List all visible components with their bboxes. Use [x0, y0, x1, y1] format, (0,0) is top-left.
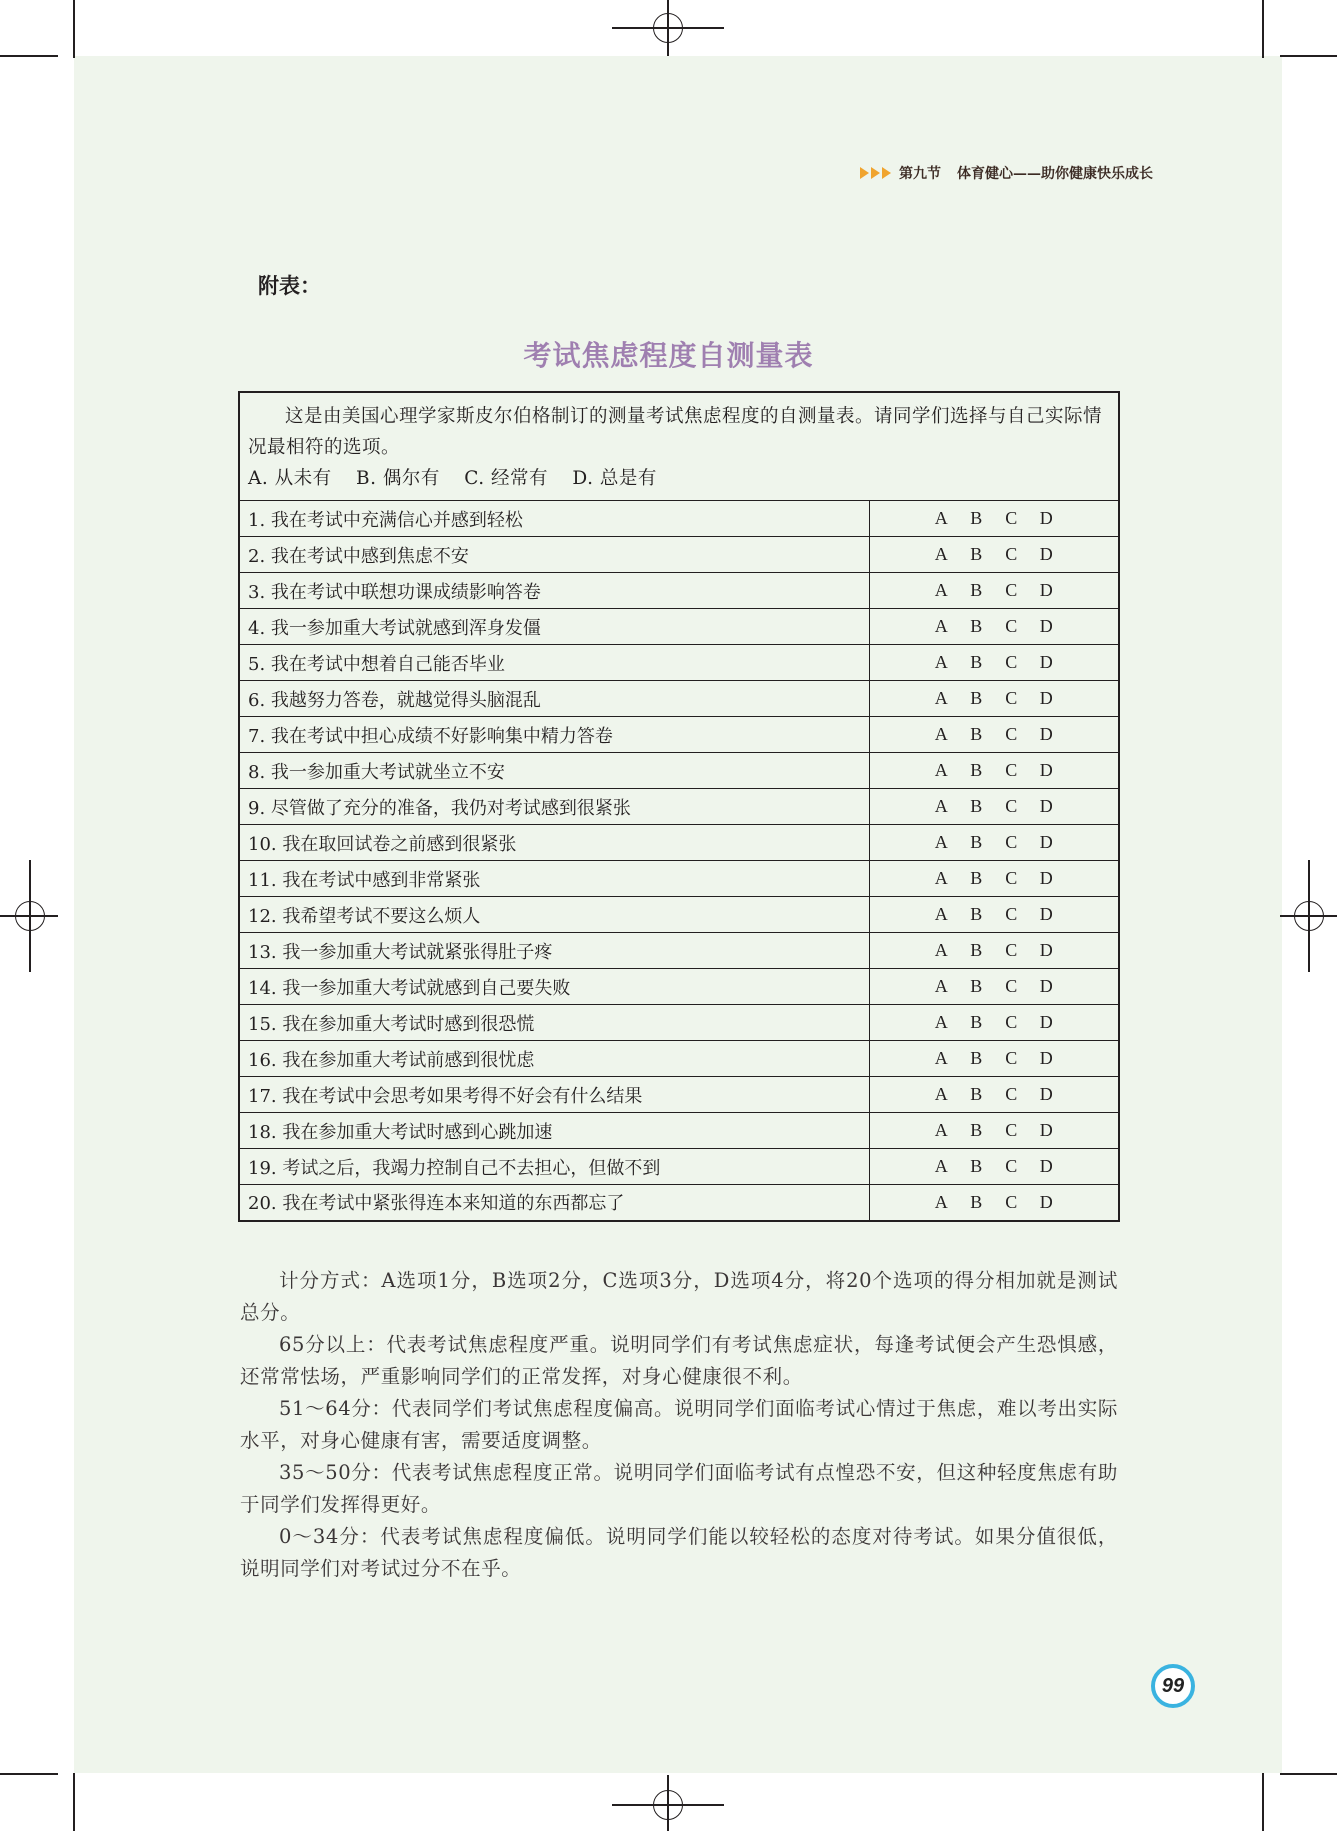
question-text: 2. 我在考试中感到焦虑不安 — [239, 537, 869, 573]
choice-b: B — [970, 1120, 983, 1140]
choice-c: C — [1005, 580, 1018, 600]
choice-c: C — [1005, 832, 1018, 852]
scoring-paragraph: 计分方式：A选项1分，B选项2分，C选项3分，D选项4分，将20个选项的得分相加就是测试总分。 — [240, 1269, 1118, 1324]
question-text: 9. 尽管做了充分的准备，我仍对考试感到很紧张 — [239, 789, 869, 825]
choice-b: B — [970, 760, 983, 780]
answer-choices — [869, 861, 1119, 897]
choice-b: B — [970, 544, 983, 564]
choice-b: B — [970, 688, 983, 708]
crop-mark — [1262, 1773, 1264, 1831]
choice-d: D — [1039, 1012, 1053, 1032]
choice-d: D — [1039, 508, 1053, 528]
crop-mark — [1280, 55, 1337, 57]
table-row — [239, 717, 1119, 753]
crop-mark — [0, 55, 58, 57]
scoring-paragraph: 35～50分：代表考试焦虑程度正常。说明同学们面临考试有点惶恐不安，但这种轻度焦虑有助于同学们发挥得更好。 — [240, 1461, 1118, 1516]
registration-circle — [1294, 901, 1324, 931]
answer-choices — [869, 573, 1119, 609]
choice-c: C — [1005, 760, 1018, 780]
question-text: 20. 我在考试中紧张得连本来知道的东西都忘了 — [239, 1185, 869, 1221]
triple-arrow-icon — [860, 167, 893, 179]
header-section: 第九节 — [899, 166, 941, 182]
question-text: 17. 我在考试中会思考如果考得不好会有什么结果 — [239, 1077, 869, 1113]
question-text: 12. 我希望考试不要这么烦人 — [239, 897, 869, 933]
choice-a: A — [934, 760, 948, 780]
question-text: 18. 我在参加重大考试时感到心跳加速 — [239, 1113, 869, 1149]
registration-circle — [653, 1790, 683, 1820]
choice-a: A — [934, 652, 948, 672]
choice-d: D — [1039, 544, 1053, 564]
answer-choices — [869, 645, 1119, 681]
choice-b: B — [970, 796, 983, 816]
choice-a: A — [934, 1156, 948, 1176]
choice-b: B — [970, 1156, 983, 1176]
choice-b: B — [970, 652, 983, 672]
answer-choices — [869, 1005, 1119, 1041]
table-title: 考试焦虑程度自测量表 — [523, 339, 814, 372]
choice-c: C — [1005, 976, 1018, 996]
choice-a: A — [934, 688, 948, 708]
choice-d: D — [1039, 1048, 1053, 1068]
question-text: 10. 我在取回试卷之前感到很紧张 — [239, 825, 869, 861]
table-row — [239, 573, 1119, 609]
scoring-paragraph: 51～64分：代表同学们考试焦虑程度偏高。说明同学们面临考试心情过于焦虑，难以考出实际水平，对身心健康有害，需要适度调整。 — [240, 1397, 1118, 1452]
question-text: 11. 我在考试中感到非常紧张 — [239, 861, 869, 897]
choice-c: C — [1005, 1120, 1018, 1140]
answer-choices — [869, 1077, 1119, 1113]
choice-a: A — [934, 1120, 948, 1140]
choice-b: B — [970, 1012, 983, 1032]
table-row — [239, 933, 1119, 969]
scoring-paragraph: 0～34分：代表考试焦虑程度偏低。说明同学们能以较轻松的态度对待考试。如果分值很低，说明同学们对考试过分不在乎。 — [240, 1525, 1118, 1580]
choice-d: D — [1039, 760, 1053, 780]
choice-a: A — [934, 868, 948, 888]
scoring-paragraph: 65分以上：代表考试焦虑程度严重。说明同学们有考试焦虑症状，每逢考试便会产生恐惧感，还常常怯场，严重影响同学们的正常发挥，对身心健康很不利。 — [240, 1333, 1118, 1388]
answer-choices — [869, 933, 1119, 969]
choice-d: D — [1039, 832, 1053, 852]
self-test-table — [238, 391, 1120, 1222]
choice-d: D — [1039, 652, 1053, 672]
choice-c: C — [1005, 724, 1018, 744]
table-row — [239, 609, 1119, 645]
choice-c: C — [1005, 1191, 1018, 1212]
choice-b: B — [970, 868, 983, 888]
choice-b: B — [970, 508, 983, 528]
question-text: 7. 我在考试中担心成绩不好影响集中精力答卷 — [239, 717, 869, 753]
choice-b: B — [970, 976, 983, 996]
table-row — [239, 501, 1119, 537]
table-row — [239, 645, 1119, 681]
choice-a: A — [934, 1084, 948, 1104]
crop-mark — [0, 1773, 58, 1775]
choice-a: A — [934, 796, 948, 816]
choice-d: D — [1039, 1084, 1053, 1104]
table-row — [239, 753, 1119, 789]
question-text: 1. 我在考试中充满信心并感到轻松 — [239, 501, 869, 537]
question-text: 8. 我一参加重大考试就坐立不安 — [239, 753, 869, 789]
choice-b: B — [970, 940, 983, 960]
choice-b: B — [970, 904, 983, 924]
scoring-section — [240, 1265, 1118, 1585]
question-text: 13. 我一参加重大考试就紧张得肚子疼 — [239, 933, 869, 969]
choice-d: D — [1039, 904, 1053, 924]
table-row — [239, 1149, 1119, 1185]
answer-choices — [869, 609, 1119, 645]
answer-choices — [869, 1041, 1119, 1077]
answer-choices — [869, 1149, 1119, 1185]
table-row — [239, 789, 1119, 825]
answer-choices — [869, 753, 1119, 789]
choice-a: A — [934, 616, 948, 636]
choice-a: A — [934, 976, 948, 996]
choice-c: C — [1005, 508, 1018, 528]
choice-c: C — [1005, 652, 1018, 672]
crop-mark — [73, 1773, 75, 1831]
running-header — [860, 162, 1160, 184]
choice-b: B — [970, 1084, 983, 1104]
table-row — [239, 1113, 1119, 1149]
answer-choices — [869, 681, 1119, 717]
choice-d: D — [1039, 940, 1053, 960]
choice-a: A — [934, 832, 948, 852]
answer-choices — [869, 1185, 1119, 1221]
crop-mark — [73, 0, 75, 58]
choice-a: A — [934, 904, 948, 924]
choice-c: C — [1005, 616, 1018, 636]
table-row — [239, 861, 1119, 897]
answer-choices — [869, 1113, 1119, 1149]
choice-a: A — [934, 508, 948, 528]
table-row — [239, 1005, 1119, 1041]
choice-d: D — [1039, 1120, 1053, 1140]
table-row — [239, 825, 1119, 861]
table-row — [239, 1185, 1119, 1221]
choice-c: C — [1005, 796, 1018, 816]
choice-a: A — [934, 940, 948, 960]
intro-text: 这是由美国心理学家斯皮尔伯格制订的测量考试焦虑程度的自测量表。请同学们选择与自己实际情况最相符的选项。 — [248, 406, 1103, 458]
answer-choices — [869, 825, 1119, 861]
choice-a: A — [934, 1191, 948, 1212]
choice-b: B — [970, 832, 983, 852]
page-number: 99 — [1151, 1664, 1195, 1708]
question-text: 15. 我在参加重大考试时感到很恐慌 — [239, 1005, 869, 1041]
choice-c: C — [1005, 904, 1018, 924]
table-row — [239, 681, 1119, 717]
option-b: B. 偶尔有 — [356, 468, 440, 489]
choice-a: A — [934, 1048, 948, 1068]
answer-choices — [869, 537, 1119, 573]
answer-choices — [869, 969, 1119, 1005]
answer-choices — [869, 897, 1119, 933]
registration-circle — [653, 13, 683, 43]
choice-c: C — [1005, 940, 1018, 960]
choice-d: D — [1039, 1191, 1053, 1212]
choice-a: A — [934, 544, 948, 564]
choice-a: A — [934, 580, 948, 600]
choice-c: C — [1005, 868, 1018, 888]
choice-d: D — [1039, 616, 1053, 636]
choice-d: D — [1039, 868, 1053, 888]
appendix-label: 附表： — [258, 273, 321, 298]
crop-mark — [1280, 1773, 1337, 1775]
choice-d: D — [1039, 724, 1053, 744]
option-d: D. 总是有 — [572, 468, 657, 489]
option-c: C. 经常有 — [464, 468, 549, 489]
answer-choices — [869, 717, 1119, 753]
choice-a: A — [934, 1012, 948, 1032]
table-intro — [239, 392, 1119, 501]
question-text: 3. 我在考试中联想功课成绩影响答卷 — [239, 573, 869, 609]
choice-c: C — [1005, 1084, 1018, 1104]
choice-a: A — [934, 724, 948, 744]
question-text: 16. 我在参加重大考试前感到很忧虑 — [239, 1041, 869, 1077]
table-row — [239, 897, 1119, 933]
choice-b: B — [970, 580, 983, 600]
choice-c: C — [1005, 1048, 1018, 1068]
option-a: A. 从未有 — [248, 468, 332, 489]
question-text: 19. 考试之后，我竭力控制自己不去担心，但做不到 — [239, 1149, 869, 1185]
answer-choices — [869, 501, 1119, 537]
choice-b: B — [970, 1048, 983, 1068]
table-row — [239, 1041, 1119, 1077]
table-row — [239, 969, 1119, 1005]
answer-choices — [869, 789, 1119, 825]
choice-b: B — [970, 616, 983, 636]
question-text: 4. 我一参加重大考试就感到浑身发僵 — [239, 609, 869, 645]
table-row — [239, 1077, 1119, 1113]
header-title: 体育健心——助你健康快乐成长 — [957, 166, 1153, 182]
choice-d: D — [1039, 1156, 1053, 1176]
choice-d: D — [1039, 796, 1053, 816]
choice-c: C — [1005, 1156, 1018, 1176]
table-row — [239, 537, 1119, 573]
choice-c: C — [1005, 688, 1018, 708]
choice-d: D — [1039, 688, 1053, 708]
question-text: 5. 我在考试中想着自己能否毕业 — [239, 645, 869, 681]
crop-mark — [1262, 0, 1264, 58]
choice-d: D — [1039, 976, 1053, 996]
registration-circle — [15, 901, 45, 931]
choice-c: C — [1005, 1012, 1018, 1032]
question-text: 14. 我一参加重大考试就感到自己要失败 — [239, 969, 869, 1005]
option-legend — [248, 463, 1110, 494]
choice-b: B — [970, 724, 983, 744]
choice-c: C — [1005, 544, 1018, 564]
question-text: 6. 我越努力答卷，就越觉得头脑混乱 — [239, 681, 869, 717]
choice-b: B — [970, 1191, 983, 1212]
choice-d: D — [1039, 580, 1053, 600]
